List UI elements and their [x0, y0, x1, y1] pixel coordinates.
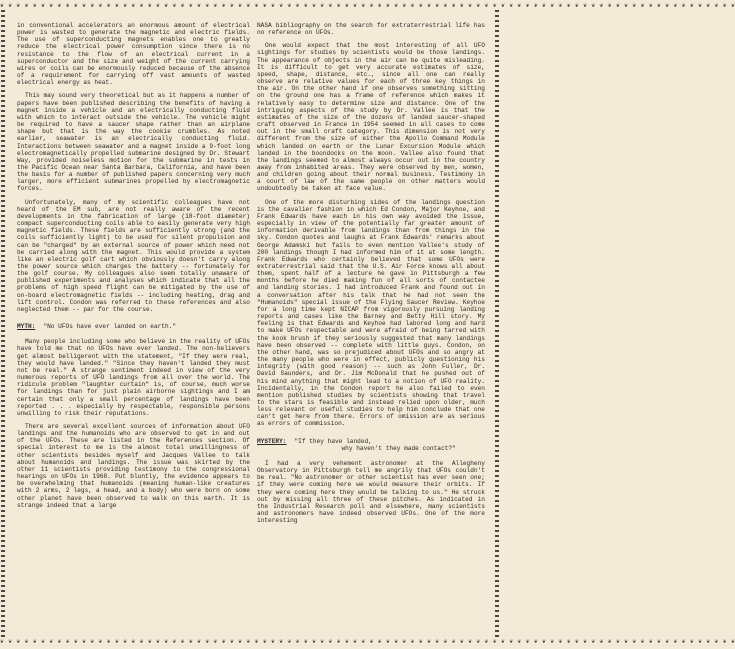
left-column — [17, 22, 250, 515]
myth-heading — [17, 323, 250, 330]
mystery-label: MYSTERY: — [257, 437, 287, 445]
mystery-text-line: why haven't they made contact?" — [341, 444, 456, 452]
top-border-ornament: ❦ ❦ ❦ ❦ ❦ ❦ ❦ ❦ ❦ ❦ ❦ ❦ ❦ ❦ ❦ ❦ ❦ ❦ ❦ ❦ ❦ ❦ ❦ ❦ ❦ ❦ ❦ ❦ ❦ ❦ ❦ ❦ ❦ ❦ ❦ ❦ ❦ ❦ ❦ ❦ ❦ ❦ ❦ ❦ ❦ ❦ ❦ ❦ ❦ ❦ ❦ ❦ ❦ ❦ ❦ ❦ ❦ ❦ ❦ ❦ ❦ ❦ ❦ ❦ ❦ ❦ ❦ ❦ ❦ ❦ ❦ ❦ ❦ ❦ ❦ ❦ ❦ ❦ ❦ ❦ ❦ ❦ ❦ ❦ ❦ ❦ ❦ ❦ ❦ ❦ — [0, 2, 735, 9]
mystery-text-line: "If they have landed, — [294, 437, 372, 445]
paragraph: One of the more disturbing sides of the landings question is the cavalier fashion in which Ed Condon, Major Keyhoe, and Frank Edwards have each in his own way avoided the issue, especially in view of the potentially far greater amount of information derivable from landings than from things in the sky. Condon quotes and laughs at Frank Edwards' remarks about George Adamski but fails to even mention Vallee's study of 200 landings though I had informed him of it at some length. Frank Edwards who certainly believed that some UFOs were extraterrestrial said that the U.S. Air Force knows all about them, spent half of a lecture he gave in Pittsburgh a few months before he died making fun of all sorts of contactee and landing stories. I had introduced Frank and found out in a conversation after his talk that he had not seen the "Humanoids" special issue of the Flying Saucer Review. Keyhoe for a long time kept NICAP from vigorously pursuing landing reports and cases like the Barney and Betty Hill story. My feeling is that Edwards and Keyhoe had labored long and hard to make UFOs respectable and were afraid of being tarred with the kook brush if they seriously suggested that many landings have been observed -- complete with little guys. Condon, on the other hand, was so prejudiced about UFOs and so angry at the many people who were in effect, publicly questioning his integrity (with good reason) -- such as John Fuller, Dr. David Saunders, and Dr. Jim McDonald that he pushed out of his mind anything that might lead to a notion of UFO reality. Incidentally, in the Condon report he also failed to even mention published studies by scientists showing that travel to the stars is feasible and instead relied upon older, much less relevant or useful studies to help him conclude that one can't get here from there. Errors of omission are as serious as errors of commission. — [257, 198, 485, 428]
paragraph: This may sound very theoretical but as it happens a number of papers have been published describing the benefits of having a magnet inside a vehicle and an electrically conducting fluid with which to interact outside the vehicle. The vehicle might be required to have a saucer shape rather than an airplane shape but that is the way the cookie crumbles. As noted earlier, seawater is an electrically conducting fluid. Interactions between seawater and a magnet inside a 9-foot long electromagnetically propelled submarine designed by Dr. Stewart Way, provided noiseless motion for the submarine in tests in the Pacific Ocean near Santa Barbara, California, and have been the basis for a number of published papers concerning very much larger, more efficient submarines propelled by electromagnetic forces. — [17, 92, 250, 193]
paragraph: Many people including some who believe in the reality of UFOs have told me that no UFOs have ever landed. The non-believers get almost belligerent with the statement, "If they were real, they would have landed." "Since they haven't landed they must not be real." A strange sentiment indeed in view of the very numerous reports of UFO landings from all over the world. The ridicule problem "laughter curtain" is, of course, much worse for landings than for just plain airborne sightings and I am certain that only a small percentage of landings have been reported . . . especially by respectable, responsible persons unwilling to risk their reputations. — [17, 338, 250, 417]
mystery-text — [294, 438, 485, 452]
mystery-heading — [257, 438, 485, 452]
right-column — [257, 22, 485, 530]
paragraph: There are several excellent sources of information about UFO landings and the humanoids who are observed to get in and out of the UFOs. These are listed in the References section. Of special interest to me is the almost total unwillingness of other scientists besides myself and Jacques Vallee to talk about humanoids and landings. The issue was skirted by the other 11 scientists providing testimony to the congressional hearings on UFOs in 1968. Put bluntly, the evidence appears to be overwhelming that humanoids (meaning human-like creatures with 2 arms, 2 legs, a head, and a body) who were born on some other planet have been observed to walk on this earth. It is strange indeed that a large — [17, 422, 250, 509]
paragraph: One would expect that the most interesting of all UFO sightings for studies by scientists would be those landings. The appearance of objects in the air can be quite misleading. It is difficult to get very accurate estimates of size, speed, shape, distance, etc., since all one can really observe are relative values for each of three key things in the air. On the other hand if one observes something sitting on the ground one has a frame of reference which makes it relatively easy to determine size and distance. One of the intriguing aspects of the study by Dr. Vallee is that the estimates of the size of the dozens of landed saucer-shaped craft observed in France in 1954 seemed in all cases to come out in the small craft category. This dimension is not very different from the size of either the Apollo Command Module which landed on earth or the Lunar Excursion Module which landed in the boondocks on the moon. Vallee also found that the landings seemed to almost always occur out in the country away from inhabited areas. They were observed by men, women, and children going about their normal business. Testimony in a court of law of the same people on other matters would undoubtedly be taken at face value. — [257, 42, 485, 193]
left-border-ornament — [1, 10, 5, 638]
bottom-border-ornament: ❦ ❦ ❦ ❦ ❦ ❦ ❦ ❦ ❦ ❦ ❦ ❦ ❦ ❦ ❦ ❦ ❦ ❦ ❦ ❦ ❦ ❦ ❦ ❦ ❦ ❦ ❦ ❦ ❦ ❦ ❦ ❦ ❦ ❦ ❦ ❦ ❦ ❦ ❦ ❦ ❦ ❦ ❦ ❦ ❦ ❦ ❦ ❦ ❦ ❦ ❦ ❦ ❦ ❦ ❦ ❦ ❦ ❦ ❦ ❦ ❦ ❦ ❦ ❦ ❦ ❦ ❦ ❦ ❦ ❦ ❦ ❦ ❦ ❦ ❦ ❦ ❦ ❦ ❦ ❦ ❦ ❦ ❦ ❦ ❦ ❦ ❦ ❦ ❦ ❦ — [0, 638, 735, 645]
paragraph: in conventional accelerators an enormous amount of electrical power is wasted to generate the magnetic and electric fields. The use of superconducting magnets enables one to greatly reduce the electrical power consumption since there is no resistance to the flow of an electrical current in a superconductor and the size and weight of the current carrying wires or coils can be enormously reduced because of the absence of a requirement for carrying off vast amounts of wasted electrical energy as heat. — [17, 22, 250, 87]
myth-label: MYTH: — [17, 323, 36, 331]
myth-text: "No UFOs have ever landed on earth." — [43, 323, 177, 331]
right-border-ornament — [495, 10, 499, 638]
paragraph: Unfortunately, many of my scientific colleagues have not heard of the EM sub, are not really aware of the recent developments in the fabrication of large (18-foot diameter) compact superconducting coils able to easily generate very high magnetic fields. These fields are sufficiently strong (and the coils sufficiently light) to be used for silent propulsion and can be "charged" by an external source of power which need not be carried along with the magnet. This would provide a system like an electric golf cart which obviously doesn't carry along the power source which charges the battery -- fortunately for the golf course. My colleagues also seem totally unaware of published experiments and analyses which indicate that all the problems of high speed flight can be mitigated by the use of on-board electromagnetic fields -- including heating, drag and lift control. Condon was referred to these references and also neglected them -- par for the course. — [17, 198, 250, 313]
paragraph: NASA bibliography on the search for extraterrestrial life has no reference on UFOs. — [257, 22, 485, 37]
paragraph: I had a very vehement astronomer at the Allegheny Observatory in Pittsburgh tell me angrily that UFOs couldn't be real. "No astronomer or other scientist has ever seen one; if they were coming here we would measure their orbits. If they were coming here they would be talking to us." He struck out by missing all three of these pitches. As indicated in the Industrial Research poll and elsewhere, many scientists and astronomers have indeed observed UFOs. One of the more interesting — [257, 459, 485, 525]
